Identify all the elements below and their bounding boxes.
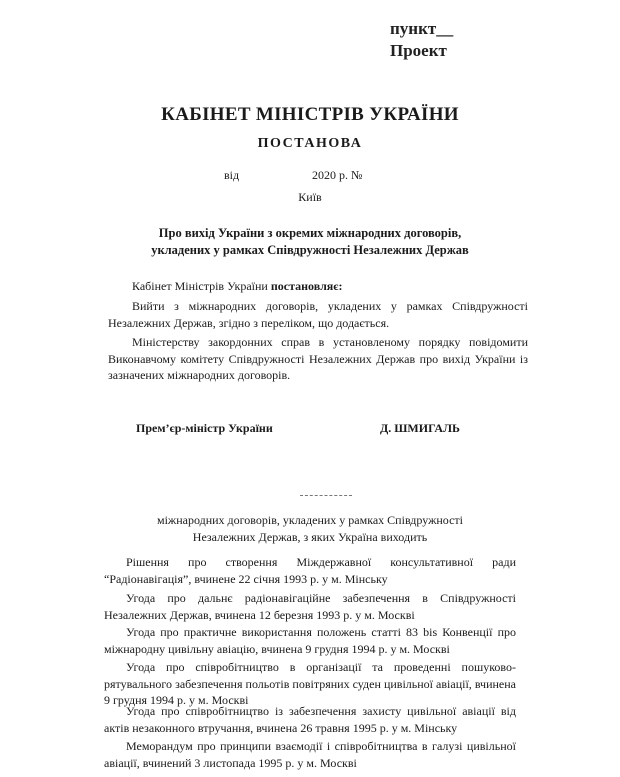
stamp-item-number: пункт__: [390, 19, 454, 38]
paragraph-notify: Міністерству закордонних справ в установленому порядку повідомити Виконавчому комітету Співдружності Незалежних Держав про вихід України із зазначених міжнародних договорів.: [108, 335, 528, 382]
city: Київ: [298, 190, 322, 204]
resolves-text: Кабінет Міністрів України: [132, 279, 271, 293]
paragraph-withdraw: Вийти з міжнародних договорів, укладених у рамках Співдружності Незалежних Держав, згідно з переліком, що додається.: [108, 299, 528, 330]
annex-divider: [300, 495, 352, 496]
annex-heading: [130, 512, 490, 545]
list-item: Рішення про створення Міждержавної консультативної ради “Радіонавігація”, вчинене 22 січня 1993 р. у м. Мінську: [104, 555, 516, 586]
paragraph-resolves: [108, 278, 528, 295]
draft-stamp: [390, 18, 453, 62]
list-item: Меморандум про принципи взаємодії і співробітництва в галузі цивільної авіації, вчинений 3 листопада 1995 р. у м. Москві: [104, 739, 516, 770]
signatory-position: Прем’єр-міністр України: [136, 421, 273, 435]
document-title: КАБІНЕТ МІНІСТРІВ УКРАЇНИ: [161, 104, 459, 125]
document-type: ПОСТАНОВА: [257, 136, 363, 151]
list-item: Угода про практичне використання положень статті 83 bis Конвенції про міжнародну цивільну авіацію, вчинена 9 грудня 1994 р. у м. Москві: [104, 625, 516, 656]
date-year-number: 2020 р. №: [312, 168, 363, 182]
annex-heading-line-1: міжнародних договорів, укладених у рамках Співдружності: [156, 513, 464, 527]
document-subject: [118, 225, 502, 259]
annex-heading-line-2: Незалежних Держав, з яких Україна виходить: [192, 529, 428, 544]
signatory-name: Д. ШМИГАЛЬ: [380, 421, 460, 435]
date-prefix: від: [224, 168, 240, 182]
list-item: Угода про дальнє радіонавігаційне забезпечення в Співдружності Незалежних Держав, вчинена 12 березня 1993 р. у м. Москві: [104, 591, 516, 622]
subject-line-2: укладених у рамках Співдружності Незалежних Держав: [151, 243, 469, 257]
subject-line-1: Про вихід України з окремих міжнародних договорів,: [158, 226, 462, 240]
stamp-draft-label: Проект: [390, 41, 447, 60]
list-item: Угода про співробітництво в організації та проведенні пошуково-рятувального забезпечення польотів повітряних суден цивільної авіації, вчинена 9 грудня 1994 р. у м. Москві: [104, 660, 516, 707]
list-item: Угода про співробітництво із забезпечення захисту цивільної авіації від актів незаконного втручання, вчинена 26 травня 1995 р. у м. Мінську: [104, 704, 516, 735]
resolves-keyword: постановляє:: [270, 279, 343, 293]
